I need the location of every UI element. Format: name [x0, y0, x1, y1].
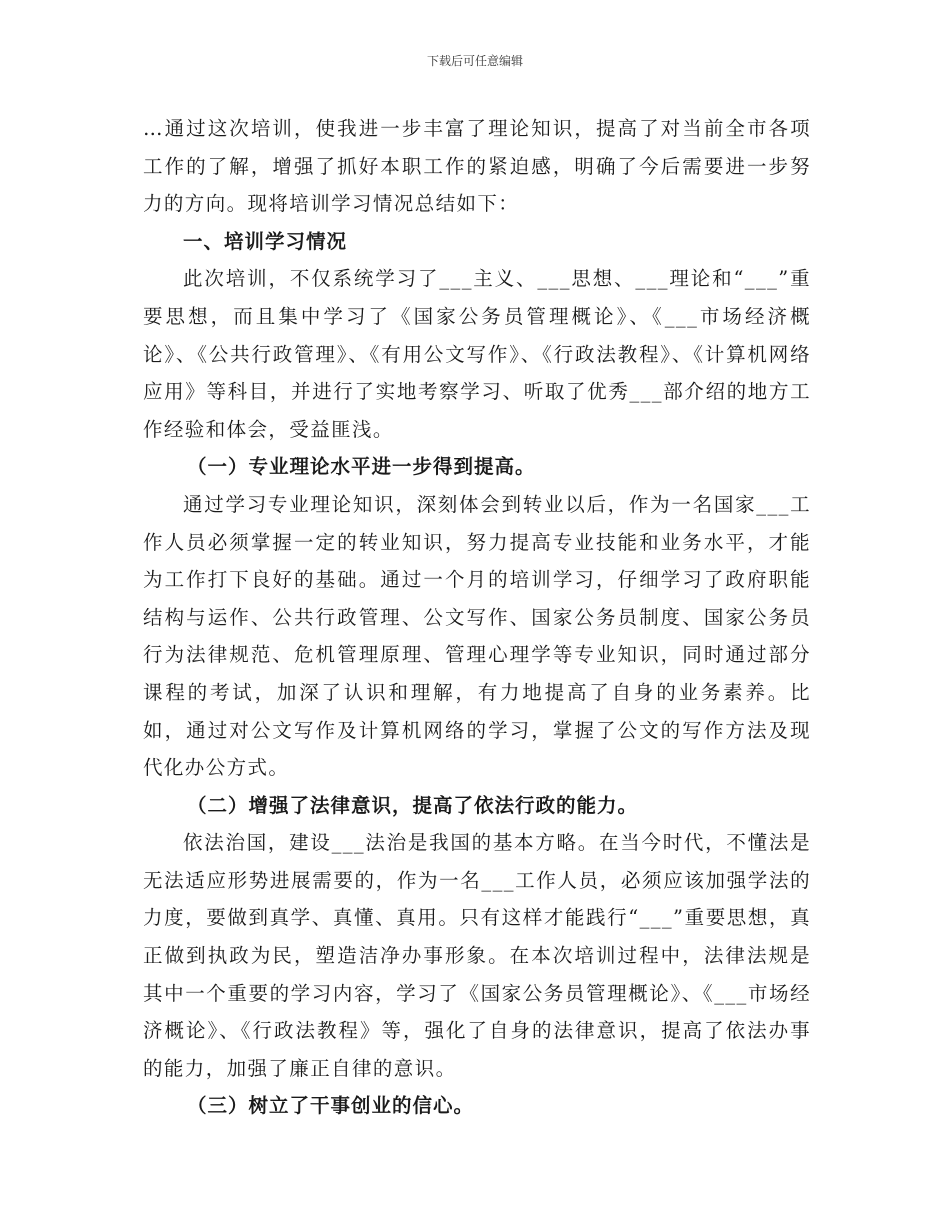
intro-paragraph: …通过这次培训，使我进一步丰富了理论知识，提高了对当前全市各项工作的了解，增强了抓好本职工作的紧迫感，明确了今后需要进一步努力的方向。现将培训学习情况总结如下：: [143, 117, 811, 216]
subsection-paragraph-law: 依法治国，建设___法治是我国的基本方略。在当今时代，不懂法是无法适应形势进展需要的，作为一名___工作人员，必须应该加强学法的力度，要做到真学、真懂、真用。只有这样才能践行“___”重要思想，真正做到执政为民，塑造洁净办事形象。在本次培训过程中，法律法规是其中一个重要的学习内容，学习了《国家公务员管理概论》、《___市场经济概论》、《行政法教程》等，强化了自身的法律意识，提高了依法办事的能力，加强了廉正自律的意识。: [143, 831, 811, 1080]
section-paragraph-training: 此次培训，不仅系统学习了___主义、___思想、___理论和“___”重要思想，而且集中学习了《国家公务员管理概论》、《___市场经济概论》、《公共行政管理》、《有用公文写作》、《行政法教程》、《计算机网络应用》等科目，并进行了实地考察学习、听取了优秀___部介绍的地方工作经验和体会，受益匪浅。: [143, 267, 811, 441]
subsection-heading-law: （二）增强了法律意识，提高了依法行政的能力。: [187, 793, 639, 817]
subsection-heading-theory: （一）专业理论水平进一步得到提高。: [187, 455, 536, 479]
page-header: 下载后可任意编辑: [426, 54, 523, 68]
section-heading-training: 一、培训学习情况: [183, 229, 348, 253]
subsection-paragraph-theory: 通过学习专业理论知识，深刻体会到转业以后，作为一名国家___工作人员必须掌握一定的转业知识，努力提高专业技能和业务水平，才能为工作打下良好的基础。通过一个月的培训学习，仔细学习了政府职能结构与运作、公共行政管理、公文写作、国家公务员制度、国家公务员行为法律规范、危机管理原理、管理心理学等专业知识，同时通过部分课程的考试，加深了认识和理解，有力地提高了自身的业务素养。比如，通过对公文写作及计算机网络的学习，掌握了公文的写作方法及现代化办公方式。: [143, 492, 811, 780]
document-body: [143, 110, 811, 1125]
subsection-heading-confidence: （三）树立了干事创业的信心。: [187, 1094, 475, 1118]
